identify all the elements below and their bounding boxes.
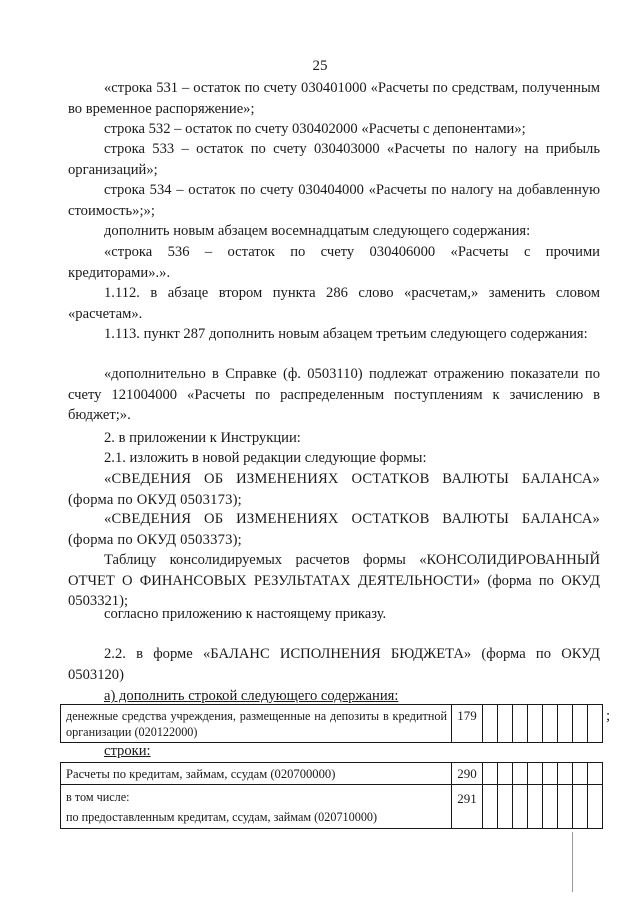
paragraph-appendix: 2. в приложении к Инструкции: — [104, 430, 301, 446]
table-row-name-line: по предоставленным кредитам, ссудам, займам (020710000) — [66, 810, 378, 824]
table-cell — [543, 705, 558, 743]
table-cell — [498, 763, 513, 785]
table-cell — [513, 763, 528, 785]
table-cell — [513, 785, 528, 829]
table-cell — [528, 785, 543, 829]
table-cell — [558, 785, 573, 829]
table-row-code: 291 — [452, 785, 483, 829]
table-cell — [573, 763, 588, 785]
table-cell — [543, 763, 558, 785]
table-row-name-line: в том числе: — [66, 790, 130, 804]
paragraph-add-18: дополнить новым абзацем восемнадцатым следующего содержания: — [104, 223, 531, 239]
table-cell — [588, 705, 603, 743]
table-cell — [573, 705, 588, 743]
table-cell — [573, 785, 588, 829]
paragraph-form-0503373: «СВЕДЕНИЯ ОБ ИЗМЕНЕНИЯХ ОСТАТКОВ ВАЛЮТЫ БАЛАНСА» (форма по ОКУД 0503373); — [68, 511, 600, 548]
table-cell — [483, 785, 498, 829]
paragraph-spravka: «дополнительно в Справке (ф. 0503110) подлежат отражению показатели по счету 121004000 «Расчеты по распределенным поступлениям к зачислению в бюджет;». — [68, 366, 600, 424]
table-cell — [588, 785, 603, 829]
table-cell — [528, 705, 543, 743]
subpoint-a: а) дополнить строкой следующего содержания: — [104, 688, 399, 704]
page-number: 25 — [312, 58, 328, 74]
paragraph-form-0503173: «СВЕДЕНИЯ ОБ ИЗМЕНЕНИЯХ ОСТАТКОВ ВАЛЮТЫ БАЛАНСА» (форма по ОКУД 0503173); — [68, 471, 600, 508]
paragraph-1-113: 1.113. пункт 287 дополнить новым абзацем третьим следующего содержания: — [104, 326, 588, 342]
rows-label: строки: — [104, 743, 151, 759]
paragraph-line-532: строка 532 – остаток по счету 030402000 «Расчеты с депонентами»; — [104, 121, 526, 137]
table-row-code: 179 — [452, 705, 483, 743]
scan-artifact-line — [572, 832, 573, 892]
paragraph-2-2: 2.2. в форме «БАЛАНС ИСПОЛНЕНИЯ БЮДЖЕТА» (форма по ОКУД 0503120) — [68, 646, 600, 683]
table-row-name: денежные средства учреждения, размещенные на депозиты в кредитной организации (020122000) — [61, 705, 452, 743]
paragraph-line-533: строка 533 – остаток по счету 030403000 «Расчеты по налогу на прибыль организаций»; — [68, 141, 600, 178]
paragraph-according: согласно приложению к настоящему приказу. — [104, 606, 387, 622]
paragraph-1-112: 1.112. в абзаце втором пункта 286 слово «расчетам,» заменить словом «расчетам». — [68, 285, 600, 322]
table-cell — [588, 763, 603, 785]
paragraph-line-531: «строка 531 – остаток по счету 030401000 «Расчеты по средствам, полученным во временное распоряжение»; — [68, 80, 600, 117]
paragraph-line-536: «строка 536 – остаток по счету 030406000 «Расчеты с прочими кредиторами».». — [68, 244, 600, 281]
paragraph-line-534: строка 534 – остаток по счету 030404000 «Расчеты по налогу на добавленную стоимость»;»; — [68, 182, 600, 219]
table-cell — [558, 763, 573, 785]
paragraph-form-0503321: Таблицу консолидируемых расчетов формы «КОНСОЛИДИРОВАННЫЙ ОТЧЕТ О ФИНАНСОВЫХ РЕЗУЛЬТАТАХ ДЕЯТЕЛЬНОСТИ» (форма по ОКУД 0503321); — [68, 552, 600, 610]
table-cell — [498, 705, 513, 743]
table-cell — [558, 705, 573, 743]
table-trailing-semicolon: ; — [606, 708, 611, 724]
table-cell — [483, 705, 498, 743]
form-table-rows-290-291 — [60, 762, 603, 829]
table-row-name: Расчеты по кредитам, займам, ссудам (020700000) — [61, 763, 452, 785]
paragraph-2-1: 2.1. изложить в новой редакции следующие формы: — [104, 450, 427, 466]
table-cell — [483, 763, 498, 785]
table-cell — [498, 785, 513, 829]
table-cell — [528, 763, 543, 785]
table-cell — [543, 785, 558, 829]
table-cell — [513, 705, 528, 743]
form-table-row-179 — [60, 704, 603, 743]
table-row-code: 290 — [452, 763, 483, 785]
table-row-name — [61, 785, 452, 829]
